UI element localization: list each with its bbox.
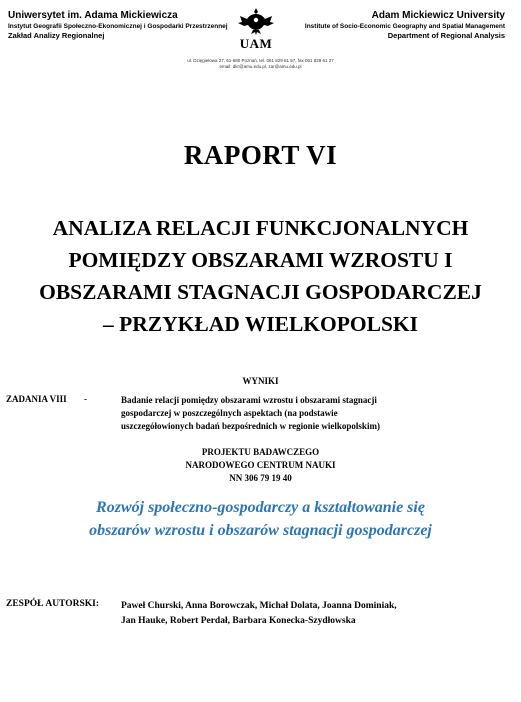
subtitle-line: obszarów wzrostu i obszarów stagnacji gospodarczej: [89, 522, 432, 539]
report-title: RAPORT VI: [183, 140, 338, 170]
university-name-pl: Uniwersytet im. Adama Mickiewicza: [8, 10, 178, 21]
main-title: [0, 212, 521, 340]
department-name-en: Department of Regional Analysis: [387, 31, 505, 40]
results-label: WYNIKI: [242, 376, 279, 386]
main-title-line: OBSZARAMI STAGNACJI GOSPODARCZEJ: [39, 280, 482, 304]
task-description-line: uszczegółowionych badań bezpośrednich w regionie wielkopolskim): [121, 421, 380, 431]
letterhead-right: [305, 11, 505, 40]
university-name-en: Adam Mickiewicz University: [371, 10, 505, 21]
task-description: [121, 394, 481, 433]
institute-name-pl: Instytut Geografii Społeczno-Ekonomicznej i Gospodarki Przestrzennej: [8, 23, 228, 30]
address-line: ul. Dzięgielowa 27, 61-680 Poznań, tel. 061 829 61 57, fax 061 829 61 27: [187, 58, 334, 63]
project-info: [0, 446, 521, 485]
project-subtitle: [0, 496, 521, 542]
letterhead-left: [8, 11, 228, 40]
main-title-line: – PRZYKŁAD WIELKOPOLSKI: [103, 312, 418, 336]
main-title-line: POMIĘDZY OBSZARAMI WZROSTU I: [68, 248, 453, 272]
logo-text: UAM: [239, 36, 273, 51]
authors-label: ZESPÓŁ AUTORSKI:: [6, 599, 100, 609]
authors-list: [121, 599, 501, 629]
letterhead-address: [0, 58, 521, 70]
authors-line: Paweł Churski, Anna Borowczak, Michał Dolata, Joanna Dominiak,: [121, 601, 397, 611]
subtitle-line: Rozwój społeczno-gospodarczy a kształtowanie się: [96, 499, 425, 516]
university-logo: [236, 6, 276, 51]
task-label: ZADANIA VIII: [6, 394, 67, 404]
task-description-line: Badanie relacji pomiędzy obszarami wzrostu i obszarami stagnacji: [121, 395, 377, 405]
department-name-pl: Zakład Analizy Regionalnej: [8, 31, 105, 40]
project-line: PROJEKTU BADAWCZEGO: [201, 447, 320, 457]
main-title-line: ANALIZA RELACJI FUNKCJONALNYCH: [52, 216, 469, 240]
project-line: NARODOWEGO CENTRUM NAUKI: [185, 460, 336, 470]
authors-line: Jan Hauke, Robert Perdał, Barbara Konecka-Szydłowska: [121, 616, 356, 626]
task-dash: -: [84, 394, 87, 404]
project-number: NN 306 79 19 40: [229, 473, 292, 483]
task-description-line: gospodarczej w poszczególnych aspektach (na podstawie: [121, 408, 338, 418]
email-line: email: dkr@amu.edu.pl, zar@amu.edu.pl: [219, 64, 302, 69]
eagle-emblem-icon: [236, 6, 276, 36]
institute-name-en: Institute of Socio-Economic Geography and Spatial Management: [304, 23, 505, 30]
